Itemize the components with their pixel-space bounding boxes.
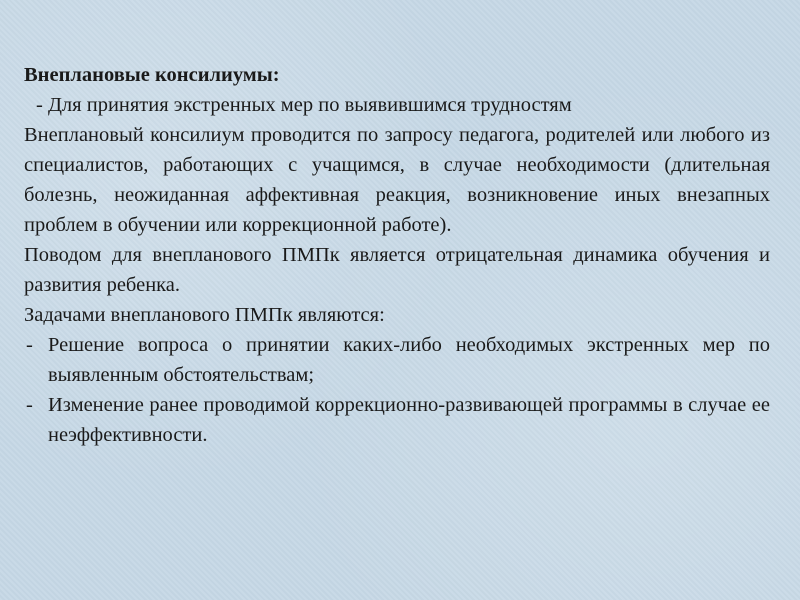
- list-item: [24, 330, 770, 390]
- list-dash: -: [26, 334, 33, 356]
- intro-line: [36, 90, 770, 120]
- intro-dash: -: [36, 94, 43, 116]
- list-item-text: Изменение ранее проводимой коррекционно-развивающей программы в случае ее неэффективности.: [48, 394, 770, 446]
- tasks-list: [24, 330, 770, 450]
- paragraph-reason: Поводом для внепланового ПМПк является отрицательная динамика обучения и развития ребенка.: [24, 244, 770, 296]
- list-item: [24, 390, 770, 450]
- paragraph-description: Внеплановый консилиум проводится по запросу педагога, родителей или любого из специалистов, работающих с учащимся, в случае необходимости (длительная болезнь, неожиданная аффективная реакция, возникновение иных внезапных проблем в обучении или коррекционной работе).: [24, 124, 770, 236]
- paragraph-tasks-intro: Задачами внепланового ПМПк являются:: [24, 304, 385, 326]
- intro-text: Для принятия экстренных мер по выявившимся трудностям: [47, 94, 572, 116]
- list-dash: -: [26, 394, 33, 416]
- list-item-text: Решение вопроса о принятии каких-либо необходимых экстренных мер по выявленным обстоятельствам;: [48, 334, 770, 386]
- slide-heading: Внеплановые консилиумы:: [24, 64, 280, 86]
- slide-content: [24, 60, 770, 450]
